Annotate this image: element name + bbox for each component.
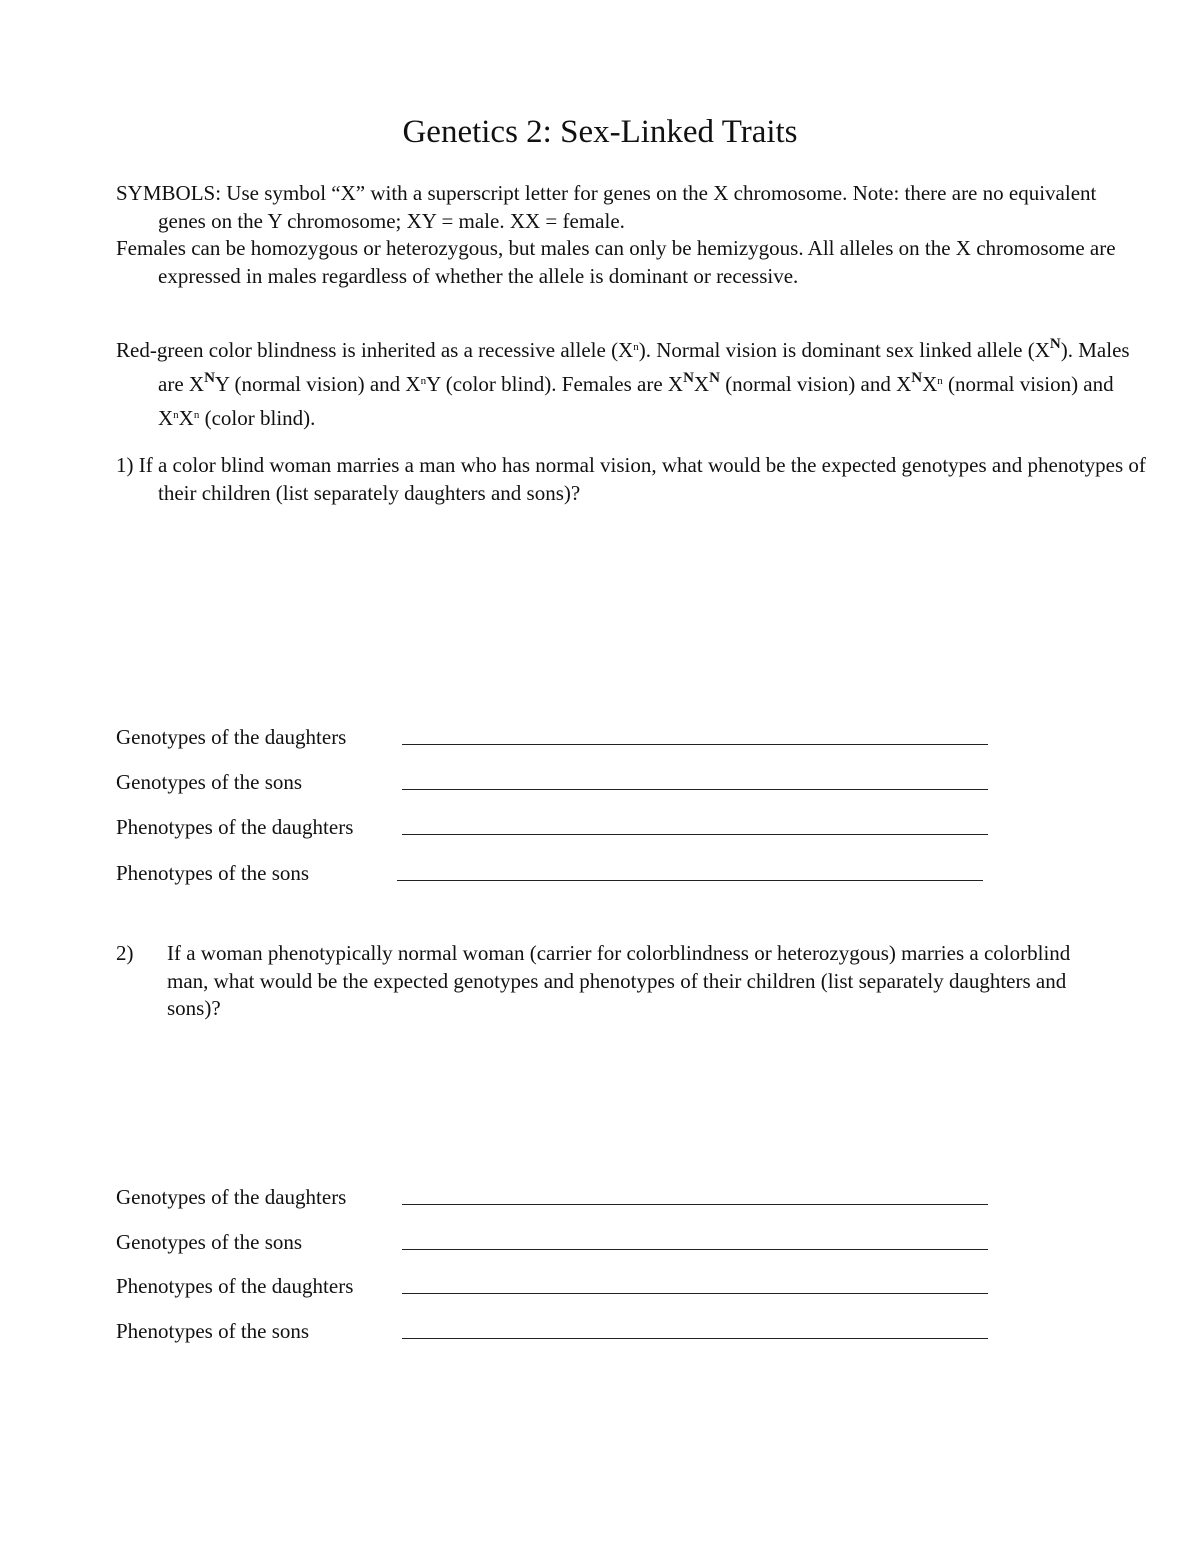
answer-row xyxy=(116,769,400,795)
answer-blank-line[interactable] xyxy=(402,789,988,790)
question-2-text: If a woman phenotypically normal woman (carrier for colorblindness or heterozygous) marries a colorblind man, what would be the expected genotypes and phenotypes of their children (list separately daughters and sons)? xyxy=(167,941,1071,1020)
answer-label: Genotypes of the sons xyxy=(116,1230,303,1254)
rg-text: X xyxy=(693,372,710,396)
answer-label: Phenotypes of the daughters xyxy=(116,815,354,839)
answer-row xyxy=(116,724,400,750)
rg-text: X xyxy=(922,372,938,396)
question-2-number: 2) xyxy=(116,941,134,965)
rg-text: (normal vision) and X xyxy=(719,372,912,396)
answer-blank-line[interactable] xyxy=(402,834,988,835)
rg-superscript: n xyxy=(420,375,427,387)
answer-blank-line[interactable] xyxy=(402,1249,988,1250)
rg-superscript: n xyxy=(173,409,179,421)
red-green-paragraph xyxy=(116,333,1148,435)
answer-row xyxy=(116,1273,400,1299)
rg-superscript: n xyxy=(633,341,639,353)
answer-blank-line[interactable] xyxy=(402,1293,988,1294)
rg-superscript: n xyxy=(193,409,200,421)
rg-text: Y (normal vision) and X xyxy=(214,372,421,396)
answer-blank-line[interactable] xyxy=(402,1338,988,1339)
answer-label: Phenotypes of the sons xyxy=(116,861,310,885)
rg-text: (color blind). xyxy=(199,406,316,430)
question-2 xyxy=(116,940,1106,1023)
rg-superscript: N xyxy=(204,370,215,386)
answer-row xyxy=(116,860,400,886)
rg-superscript: n xyxy=(937,375,943,387)
answer-row xyxy=(116,1229,400,1255)
rg-text: ). Males are X xyxy=(158,338,1130,396)
symbols-paragraph: SYMBOLS: Use symbol “X” with a superscript letter for genes on the X chromosome. Note: there are no equivalent genes on the Y chromosome; XY = male. XX = female. xyxy=(116,181,1097,233)
answer-label: Genotypes of the sons xyxy=(116,770,303,794)
answer-row xyxy=(116,814,400,840)
rg-text: X xyxy=(178,406,194,430)
rg-text: ). Normal vision is dominant sex linked allele (X xyxy=(638,338,1050,362)
rg-text: Red-green color blindness is inherited as a recessive allele (X xyxy=(116,338,634,362)
rg-superscript: N xyxy=(1049,336,1061,352)
rg-superscript: N xyxy=(911,370,923,386)
answer-label: Genotypes of the daughters xyxy=(116,725,347,749)
rg-superscript: N xyxy=(709,370,720,386)
answer-blank-line[interactable] xyxy=(402,1204,988,1205)
answer-blank-line[interactable] xyxy=(397,880,983,881)
females-paragraph: Females can be homozygous or heterozygous, but males can only be hemizygous. All alleles on the X chromosome are expressed in males regardless of whether the allele is dominant or recessive. xyxy=(116,236,1116,288)
answer-label: Phenotypes of the sons xyxy=(116,1319,310,1343)
question-1: 1) If a color blind woman marries a man who has normal vision, what would be the expected genotypes and phenotypes of their children (list separately daughters and sons)? xyxy=(116,453,1146,505)
answer-blank-line[interactable] xyxy=(402,744,988,745)
answer-label: Genotypes of the daughters xyxy=(116,1185,347,1209)
answer-label: Phenotypes of the daughters xyxy=(116,1274,354,1298)
answer-row xyxy=(116,1184,400,1210)
page-title: Genetics 2: Sex-Linked Traits xyxy=(402,114,798,150)
rg-text: Y (color blind). Females are X xyxy=(426,372,684,396)
rg-superscript: N xyxy=(683,370,694,386)
rg-text: (normal vision) and X xyxy=(158,372,1114,430)
answer-row xyxy=(116,1318,400,1344)
